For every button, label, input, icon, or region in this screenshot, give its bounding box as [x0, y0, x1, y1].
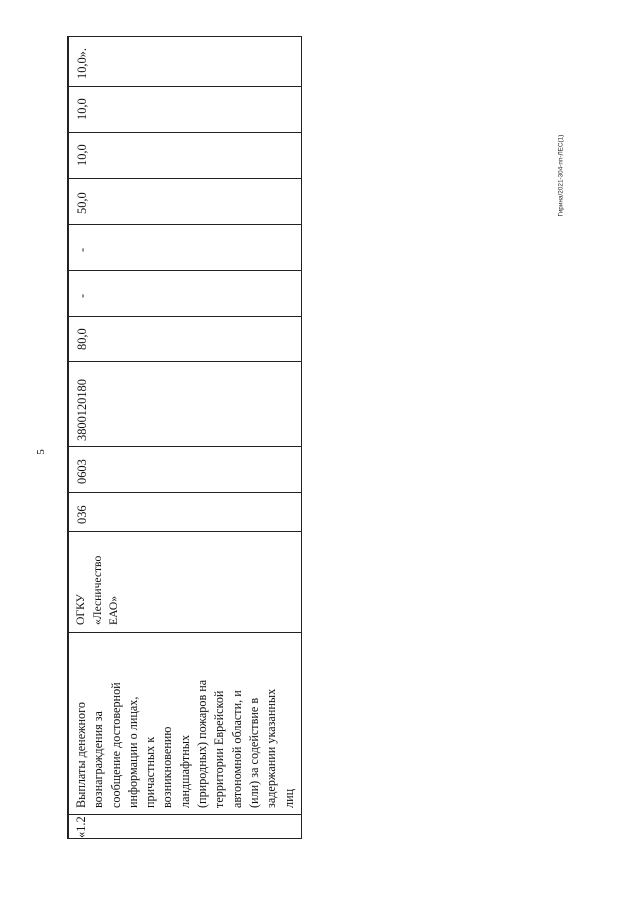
description-line: задержании указанных: [264, 688, 279, 808]
document-code-text: Гирина/2021-304-пп-ЛЕС(1): [557, 134, 565, 217]
cell-year6: [68, 37, 303, 86]
description-line: автономной области, и: [229, 690, 244, 808]
cell-row-number-text: «1.2: [74, 816, 88, 838]
description-line: лиц: [281, 788, 296, 808]
cell-year1: [68, 270, 303, 316]
document-code: [557, 90, 618, 270]
executor-line: ОГКУ: [74, 594, 87, 625]
cell-grbs-text: 036: [75, 505, 89, 524]
cell-year4: [68, 132, 303, 178]
cell-year4-text: 10,0: [75, 144, 89, 166]
description-line: возникновению: [160, 726, 175, 808]
description-line: Выплаты денежного: [74, 702, 88, 808]
cell-rzpr-text: 0603: [75, 459, 89, 484]
cell-year5: [68, 86, 303, 132]
cell-grbs: [68, 492, 303, 531]
cell-csr-text: 3800120180: [75, 379, 89, 441]
description-line: причастных к: [143, 736, 158, 808]
cell-description: [68, 632, 303, 814]
cell-year5-text: 10,0: [75, 98, 89, 120]
cell-total: [68, 316, 303, 361]
cell-row-number: [68, 814, 303, 840]
description-line: территории Еврейской: [212, 690, 227, 808]
cell-year6-text: 10,0».: [75, 48, 89, 79]
cell-year3-text: 50,0: [75, 192, 89, 214]
cell-year2: [68, 224, 303, 270]
cell-total-text: 80,0: [75, 328, 89, 350]
cell-year2-text: -: [75, 247, 89, 252]
executor-line: ЕАО»: [107, 595, 120, 625]
cell-year1-text: -: [75, 293, 89, 298]
cell-rzpr: [68, 446, 303, 492]
cell-year3: [68, 178, 303, 224]
cell-executor: [68, 531, 303, 632]
cell-csr: [68, 361, 303, 446]
budget-table: [67, 36, 302, 839]
description-line: ландшафтных: [177, 734, 192, 808]
page-number: 5: [34, 449, 47, 455]
description-line: информации о лицах,: [125, 696, 140, 808]
description-line: вознаграждения за: [91, 711, 106, 808]
description-line: (или) за содействие в: [246, 697, 261, 808]
executor-line: «Лесничество: [90, 555, 104, 625]
description-line: сообщение достоверной: [108, 682, 123, 808]
description-line: (природных) пожаров на: [195, 679, 210, 808]
